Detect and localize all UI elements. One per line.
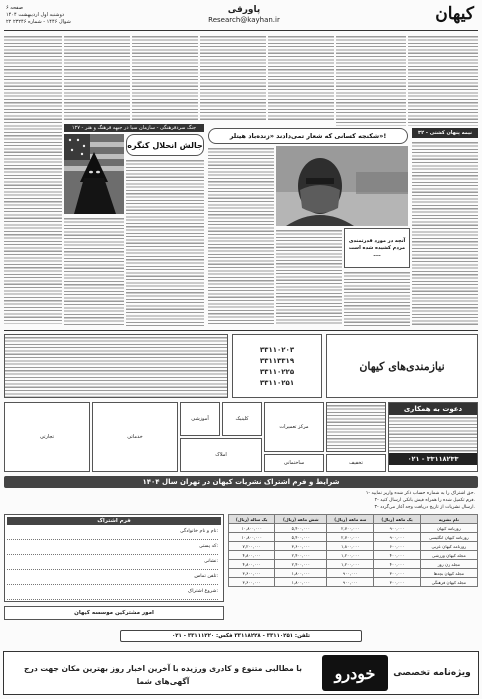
table-header-row — [229, 515, 478, 524]
form-field-start[interactable]: شروع اشتراک: — [7, 585, 218, 600]
banner-brand: خودرو — [322, 655, 388, 691]
section-email[interactable]: Research@kayhan.ir — [208, 16, 280, 24]
publication-name-cell: روزنامه کیهان — [420, 524, 477, 533]
table-header: یک ماهه (ریال) — [374, 515, 420, 524]
price-cell: ۱,۸۰۰,۰۰۰ — [275, 569, 327, 578]
masthead — [4, 3, 478, 31]
price-cell: ۳۰۰,۰۰۰ — [374, 569, 420, 578]
text-column — [126, 158, 204, 326]
table-row — [229, 560, 478, 569]
publication-name-cell: روزنامه کیهان انگلیسی — [420, 533, 477, 542]
note-line: ۲- فرم تکمیل شده را همراه فیش بانکی ارسال کنید. — [374, 498, 475, 503]
section-title — [189, 5, 299, 25]
classifieds-title-box — [326, 334, 478, 398]
subscription-contact[interactable]: تلفن: ۳۳۱۱۰۲۵۱ - ۳۳۱۱۸۲۲۸ فکس: ۳۳۱۱۱۲۲۰ - ۰۲۱ — [120, 630, 362, 642]
table-header: سه ماهه (ریال) — [327, 515, 374, 524]
date-line-2: ۲۲ شوال ۱۴۴۶ - شماره ۲۳۲۴۶ — [6, 19, 71, 25]
price-cell: ۹۰۰,۰۰۰ — [327, 569, 374, 578]
quote-box: آنچه در مورد قدرتمندی مردم کشیده شده است .... — [344, 228, 410, 268]
publication-name-cell: روزنامه کیهان عربی — [420, 542, 477, 551]
form-title: فرم اشتراک — [7, 517, 221, 525]
price-cell: ۱۰,۸۰۰,۰۰۰ — [229, 524, 275, 533]
banner-text: با مطالبی متنوع و کادری ورزیده با آخرین اخبار روز بهترین مکان جهت درج آگهی‌های شما — [23, 664, 303, 686]
form-field-address[interactable]: نشانی: — [7, 555, 218, 570]
publication-name-cell: مجله کیهان ورزشی — [420, 551, 477, 560]
form-fields — [7, 525, 221, 600]
price-cell: ۳,۶۰۰,۰۰۰ — [275, 542, 327, 551]
note-line: ۳- ارسال نشریات از تاریخ دریافت وجه آغاز می‌گردد. — [374, 505, 475, 510]
text-column — [4, 34, 62, 324]
subscription-title: شرایط و فرم اشتراک نشریات کیهان در تهران سال ۱۴۰۴ — [4, 476, 478, 488]
text-column — [268, 34, 334, 122]
price-cell: ۹۰۰,۰۰۰ — [374, 533, 420, 542]
text-column — [412, 140, 478, 326]
masked-figure-photo — [276, 146, 408, 226]
ad-tile[interactable]: خدماتی — [92, 402, 178, 472]
text-column — [200, 34, 266, 122]
price-cell: ۷,۲۰۰,۰۰۰ — [229, 542, 275, 551]
price-cell: ۱۰,۸۰۰,۰۰۰ — [229, 533, 275, 542]
ad-tile[interactable]: آموزشی — [180, 402, 220, 436]
page-number: صفحه ۶ — [6, 5, 23, 11]
article-photo-left — [64, 134, 124, 214]
classified-phone[interactable]: ۳۳۱۱۳۳۱۹ — [259, 356, 295, 365]
hiring-phone[interactable]: ۰۲۱ - ۳۳۱۱۸۲۳۳ — [389, 453, 477, 465]
classified-phone[interactable]: ۳۳۱۱۰۲۲۵ — [259, 367, 295, 376]
classified-phone[interactable]: ۳۳۱۱۰۲۰۳ — [259, 345, 295, 354]
classifieds-listing-table — [4, 334, 228, 398]
hiring-box — [388, 402, 478, 472]
note-line: ۱- حق اشتراک را به شماره حساب ذکر شده واریز نمایید. — [365, 491, 475, 496]
publication-name-cell: مجله کیهان بچه‌ها — [420, 569, 477, 578]
date-line-1: دوشنبه اول اردیبهشت ۱۴۰۴ — [6, 12, 65, 18]
subscription-office: امور مشترکین موسسه کیهان — [4, 606, 224, 620]
price-cell: ۵,۴۰۰,۰۰۰ — [275, 524, 327, 533]
publication-name-cell: مجله کیهان فرهنگی — [420, 578, 477, 587]
price-cell: ۴,۸۰۰,۰۰۰ — [229, 551, 275, 560]
price-cell: ۹۰۰,۰۰۰ — [374, 524, 420, 533]
table-row — [229, 569, 478, 578]
article-headline-right: شکنجه کسانی که شعار تمی‌دادند «زنده‌باد هیتلر»! — [208, 128, 408, 144]
price-cell: ۲,۷۰۰,۰۰۰ — [327, 524, 374, 533]
series-strip: جنگ سردفرهنگی - سازمان سیا در جبهه فرهنگ و هنر - ۱۲۷ — [64, 124, 204, 132]
text-column — [408, 34, 478, 126]
price-cell: ۱,۸۰۰,۰۰۰ — [327, 542, 374, 551]
phone-list-box — [232, 334, 322, 398]
price-cell: ۵,۴۰۰,۰۰۰ — [275, 533, 327, 542]
table-row — [229, 533, 478, 542]
price-cell: ۲,۷۰۰,۰۰۰ — [327, 533, 374, 542]
text-column — [64, 216, 124, 326]
banner-label: ویژه‌نامه تخصصی — [393, 668, 471, 678]
table-row — [229, 524, 478, 533]
ad-tile[interactable]: تجارتی — [4, 402, 90, 472]
ad-tile[interactable]: کلینیک — [222, 402, 262, 436]
text-column — [208, 146, 274, 326]
price-cell: ۱,۸۰۰,۰۰۰ — [275, 578, 327, 587]
price-cell: ۳,۶۰۰,۰۰۰ — [229, 569, 275, 578]
form-field-postal[interactable]: کد پستی: — [7, 540, 218, 555]
publication-name-cell: مجله زن روز — [420, 560, 477, 569]
ad-tile[interactable]: ساختمانی — [264, 454, 324, 472]
ad-tile[interactable]: مرکز تعمیرات — [264, 402, 324, 452]
text-column — [64, 34, 130, 122]
table-row — [229, 542, 478, 551]
section-divider — [4, 330, 478, 331]
price-cell: ۲,۴۰۰,۰۰۰ — [275, 560, 327, 569]
subscription-notes — [4, 490, 478, 512]
price-cell: ۴۰۰,۰۰۰ — [374, 560, 420, 569]
table-header: شش ماهه (ریال) — [275, 515, 327, 524]
classified-phone[interactable]: ۳۳۱۱۰۲۵۱ — [259, 378, 295, 387]
kayhan-logo: کیهان — [435, 4, 474, 24]
article-photo-right — [276, 146, 408, 226]
text-column — [276, 228, 342, 326]
price-cell: ۳,۶۰۰,۰۰۰ — [229, 578, 275, 587]
section-label: پاورقی — [227, 5, 261, 15]
hooded-figure-photo — [64, 134, 124, 214]
table-header: یک ساله (ریال) — [229, 515, 275, 524]
section-tag: نیمه پنهان کشتی - ۳۲ — [412, 128, 478, 138]
table-header: نام نشریه — [420, 515, 477, 524]
price-cell: ۴,۸۰۰,۰۰۰ — [229, 560, 275, 569]
text-column — [336, 34, 406, 126]
price-cell: ۲,۴۰۰,۰۰۰ — [275, 551, 327, 560]
ad-tile-blank — [326, 402, 386, 452]
subscription-price-table — [228, 514, 478, 587]
price-cell: ۹۰۰,۰۰۰ — [327, 578, 374, 587]
price-cell: ۴۰۰,۰۰۰ — [374, 551, 420, 560]
hiring-title: دعوت به همکاری — [389, 403, 477, 415]
table-row — [229, 578, 478, 587]
text-column — [132, 34, 198, 122]
table-row — [229, 551, 478, 560]
article-headline-left: جالش انحلال کنگره — [126, 134, 204, 156]
auto-supplement-banner — [3, 651, 479, 695]
ad-tile[interactable]: تخفیف — [326, 454, 386, 472]
price-cell: ۳۰۰,۰۰۰ — [374, 578, 420, 587]
subscription-form — [4, 514, 224, 602]
form-field-phone[interactable]: تلفن تماس: — [7, 570, 218, 585]
date-block — [6, 5, 71, 26]
ad-tile[interactable]: املاک — [180, 438, 262, 472]
price-cell: ۱,۲۰۰,۰۰۰ — [327, 551, 374, 560]
form-field-name[interactable]: نام و نام خانوادگی: — [7, 525, 218, 540]
price-cell: ۶۰۰,۰۰۰ — [374, 542, 420, 551]
text-column — [344, 270, 410, 326]
classifieds-title: نیازمندی‌های کیهان — [359, 359, 445, 373]
price-cell: ۱,۲۰۰,۰۰۰ — [327, 560, 374, 569]
